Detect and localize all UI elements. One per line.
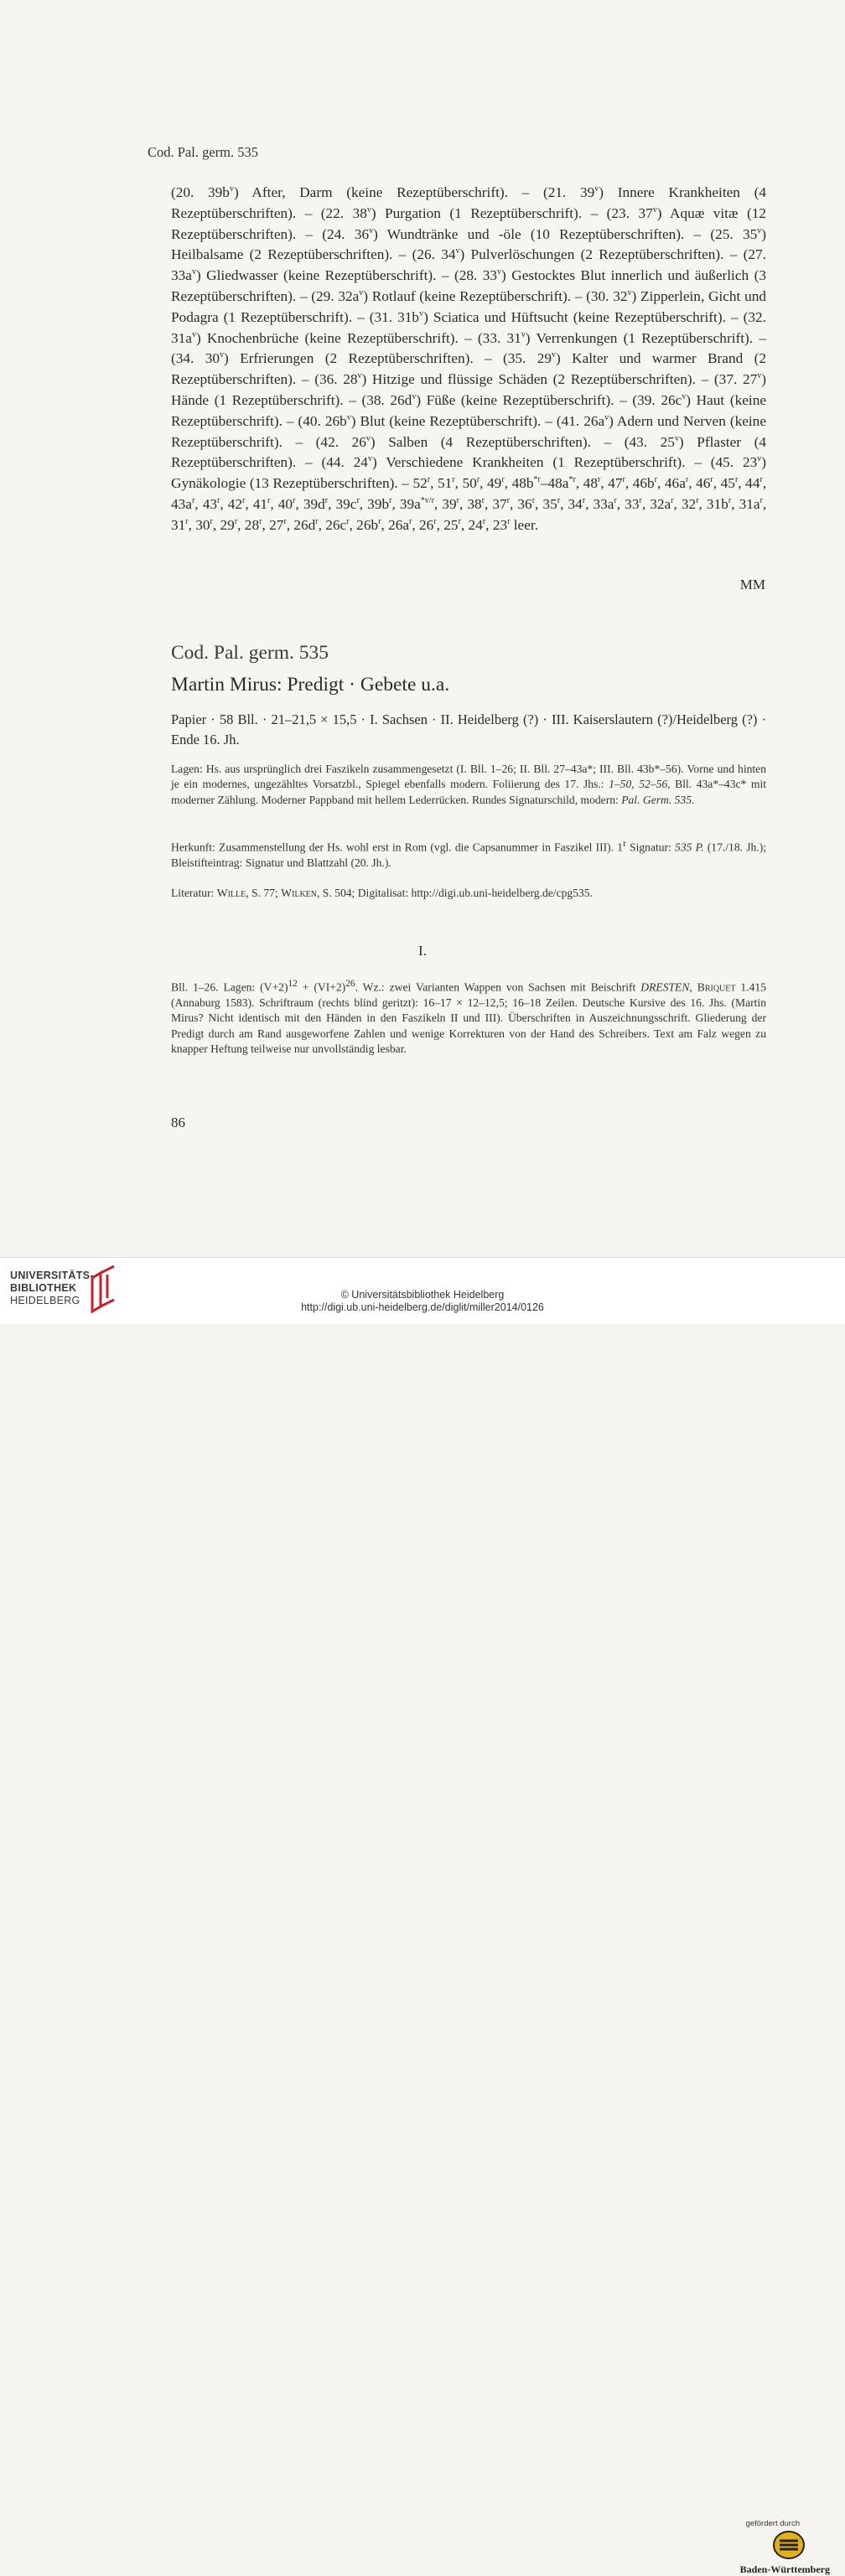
part-description: Bll. 1–26. Lagen: $(V+2)^{12} + (VI+2)^{26}$. Wz.: zwei Varianten Wappen von Sachsen mit Beischrift DRESTEN, Briquet 1.415 (Annaburg 1583). Schriftraum (rechts blind geritzt): 16–17 × 12–12,5; 16–18 Zeilen. Deutsche Kursive des 16. Jhs. (Martin Mirus? Nicht identisch mit den Händen in den Faszikeln II und III). Überschriften in Auszeichnungsschrift. Gliederung der Predigt durch am Rand ausgeworfene Zahlen und wenige Korrekturen von der Hand des Schreibers. Text am Falz wegen zu knapper Heftung teilweise nur unvollständig lesbar. [171,979,767,1056]
library-line-1: UNIVERSITÄTS- [10,1270,94,1281]
herkunft-paragraph: Herkunft: Zusammenstellung der Hs. wohl erst in Rom (vgl. die Capsanummer in Faszikel III). 1$^r$ Signatur: 535 P. (17./18. Jh.); Bleistifteintrag: Signatur und Blattzahl (20. Jh.). [171,839,767,869]
library-line-2: BIBLIOTHEK [10,1282,77,1294]
literatur-paragraph: Literatur: Wille, S. 77; Wilken, S. 504; Digitalisat: http://digi.ub.uni-heidelberg.de/cpg535. [171,887,593,899]
permalink-url[interactable]: http://digi.ub.uni-heidelberg.de/diglit/miller2014/0126 [301,1301,544,1313]
entry-title: Cod. Pal. germ. 535 [171,642,329,664]
main-text: (20. $39b^v$) After, Darm (keine Rezeptüberschrift). – (21. 39$^v$) Innere Krankheiten (4 Rezeptüberschriften). – (22. 38$^v$) Purgation (1 Rezeptüberschrift). – (23. 37$^v$) Aquæ vitæ (12 Rezeptüberschriften). – (24. 36$^v$) Wundtränke und -öle (10 Rezeptüberschriften). – (25. 35$^v$) Heilbalsame (2 Rezeptüberschriften). – (26. 34$^v$) Pulverlöschungen (2 Rezeptüberschriften). – (27. $33a^v$) Gliedwasser (keine Rezeptüberschrift). – (28. 33$^v$) Gestocktes Blut innerlich und äußerlich (3 Rezeptüberschriften). – (29. $32a^v$) Rotlauf (keine Rezeptüberschrift). – (30. 32$^v$) Zipperlein, Gicht und Podagra (1 Rezeptüberschrift). – (31. $31b^v$) Sciatica und Hüftsucht (keine Rezeptüberschrift). – (32. $31a^v$) Knochenbrüche (keine Rezeptüberschrift). – (33. 31$^v$) Verrenkungen (1 Rezeptüberschrift). – (34. 30$^v$) Erfrierungen (2 Rezeptüberschriften). – (35. 29$^v$) Kalter und warmer Brand (2 Rezeptüberschriften). – (36. 28$^v$) Hitzige und flüssige Schäden (2 Rezeptüberschriften). – (37. 27$^v$) Hände (1 Rezeptüberschrift). – (38. $26d^v$) Füße (keine Rezeptüberschrift). – (39. $26c^v$) Haut (keine Rezeptüberschrift). – (40. $26b^v$) Blut (keine Rezeptüberschrift). – (41. $26a^v$) Adern und Nerven (keine Rezeptüberschrift). – (42. 26$^v$) Salben (4 Rezeptüberschriften). – (43. 25$^v$) Pflaster (4 Rezeptüberschriften). – (44. 24$^v$) Verschiedene Krankheiten (1 Rezeptüberschrift). – (45. 23$^v$) Gynäkologie (13 Rezeptüberschriften). – 52$^r$, 51$^r$, 50$^r$, 49$^r$, $48b^{*r}-48a^{*r}$, 48$^r$, 47$^r$, $46b^r$, $46a^r$, 46$^r$, 45$^r$, 44$^r$, $43a^r$, 43$^r$, 42$^r$, 41$^r$, 40$^r$, $39d^r$, $39c^r$, $39b^r$, $39a^{*v/r}$, 39$^r$, 38$^r$, 37$^r$, 36$^r$, 35$^r$, 34$^r$, $33a^r$, 33$^r$, $32a^r$, 32$^r$, $31b^r$, $31a^r$, 31$^r$, 30$^r$, 29$^r$, 28$^r$, 27$^r$, $26d^r$, $26c^r$, $26b^r$, $26a^r$, 26$^r$, 25$^r$, 24$^r$, 23$^r$ leer. [171,184,767,533]
footer-citation [0,1289,845,1314]
lagen-paragraph: Lagen: Hs. aus ursprünglich drei Faszikeln zusammengesetzt (I. Bll. 1–26; II. Bll. 27–43a*; III. Bll. 43b*–56). Vorne und hinten je ein modernes, ungezähltes Vorsatzbl., Spiegel ebenfalls modern. Foliierung des 17. Jhs.: 1–50, 52–56, Bll. 43a*–43c* mit moderner Zählung. Moderner Pappband mit hellem Lederrücken. Rundes Signaturschild, modern: Pal. Germ. 535. [171,763,767,806]
document-page [0,0,845,1257]
entry-subtitle: Martin Mirus: Predigt · Gebete u.a. [171,674,450,696]
library-line-3: HEIDELBERG [10,1295,80,1306]
page-number: 86 [171,1115,185,1130]
funder-name: Baden-Württemberg [739,2563,830,2575]
section-numeral: I. [418,943,427,959]
copyright-notice: © Universitätsbibliothek Heidelberg [340,1289,505,1301]
physical-description: Papier · 58 Bll. · 21–21,5 × 15,5 · I. Sachsen · II. Heidelberg (?) · III. Kaiserslautern (?)/Heidelberg (?) · Ende 16. Jh. [171,711,766,747]
baden-wuerttemberg-coat-of-arms-icon [772,2530,806,2560]
funded-by-label: gefördert durch [745,2519,800,2528]
author-signature: MM [739,577,765,592]
running-head: Cod. Pal. germ. 535 [148,144,258,160]
